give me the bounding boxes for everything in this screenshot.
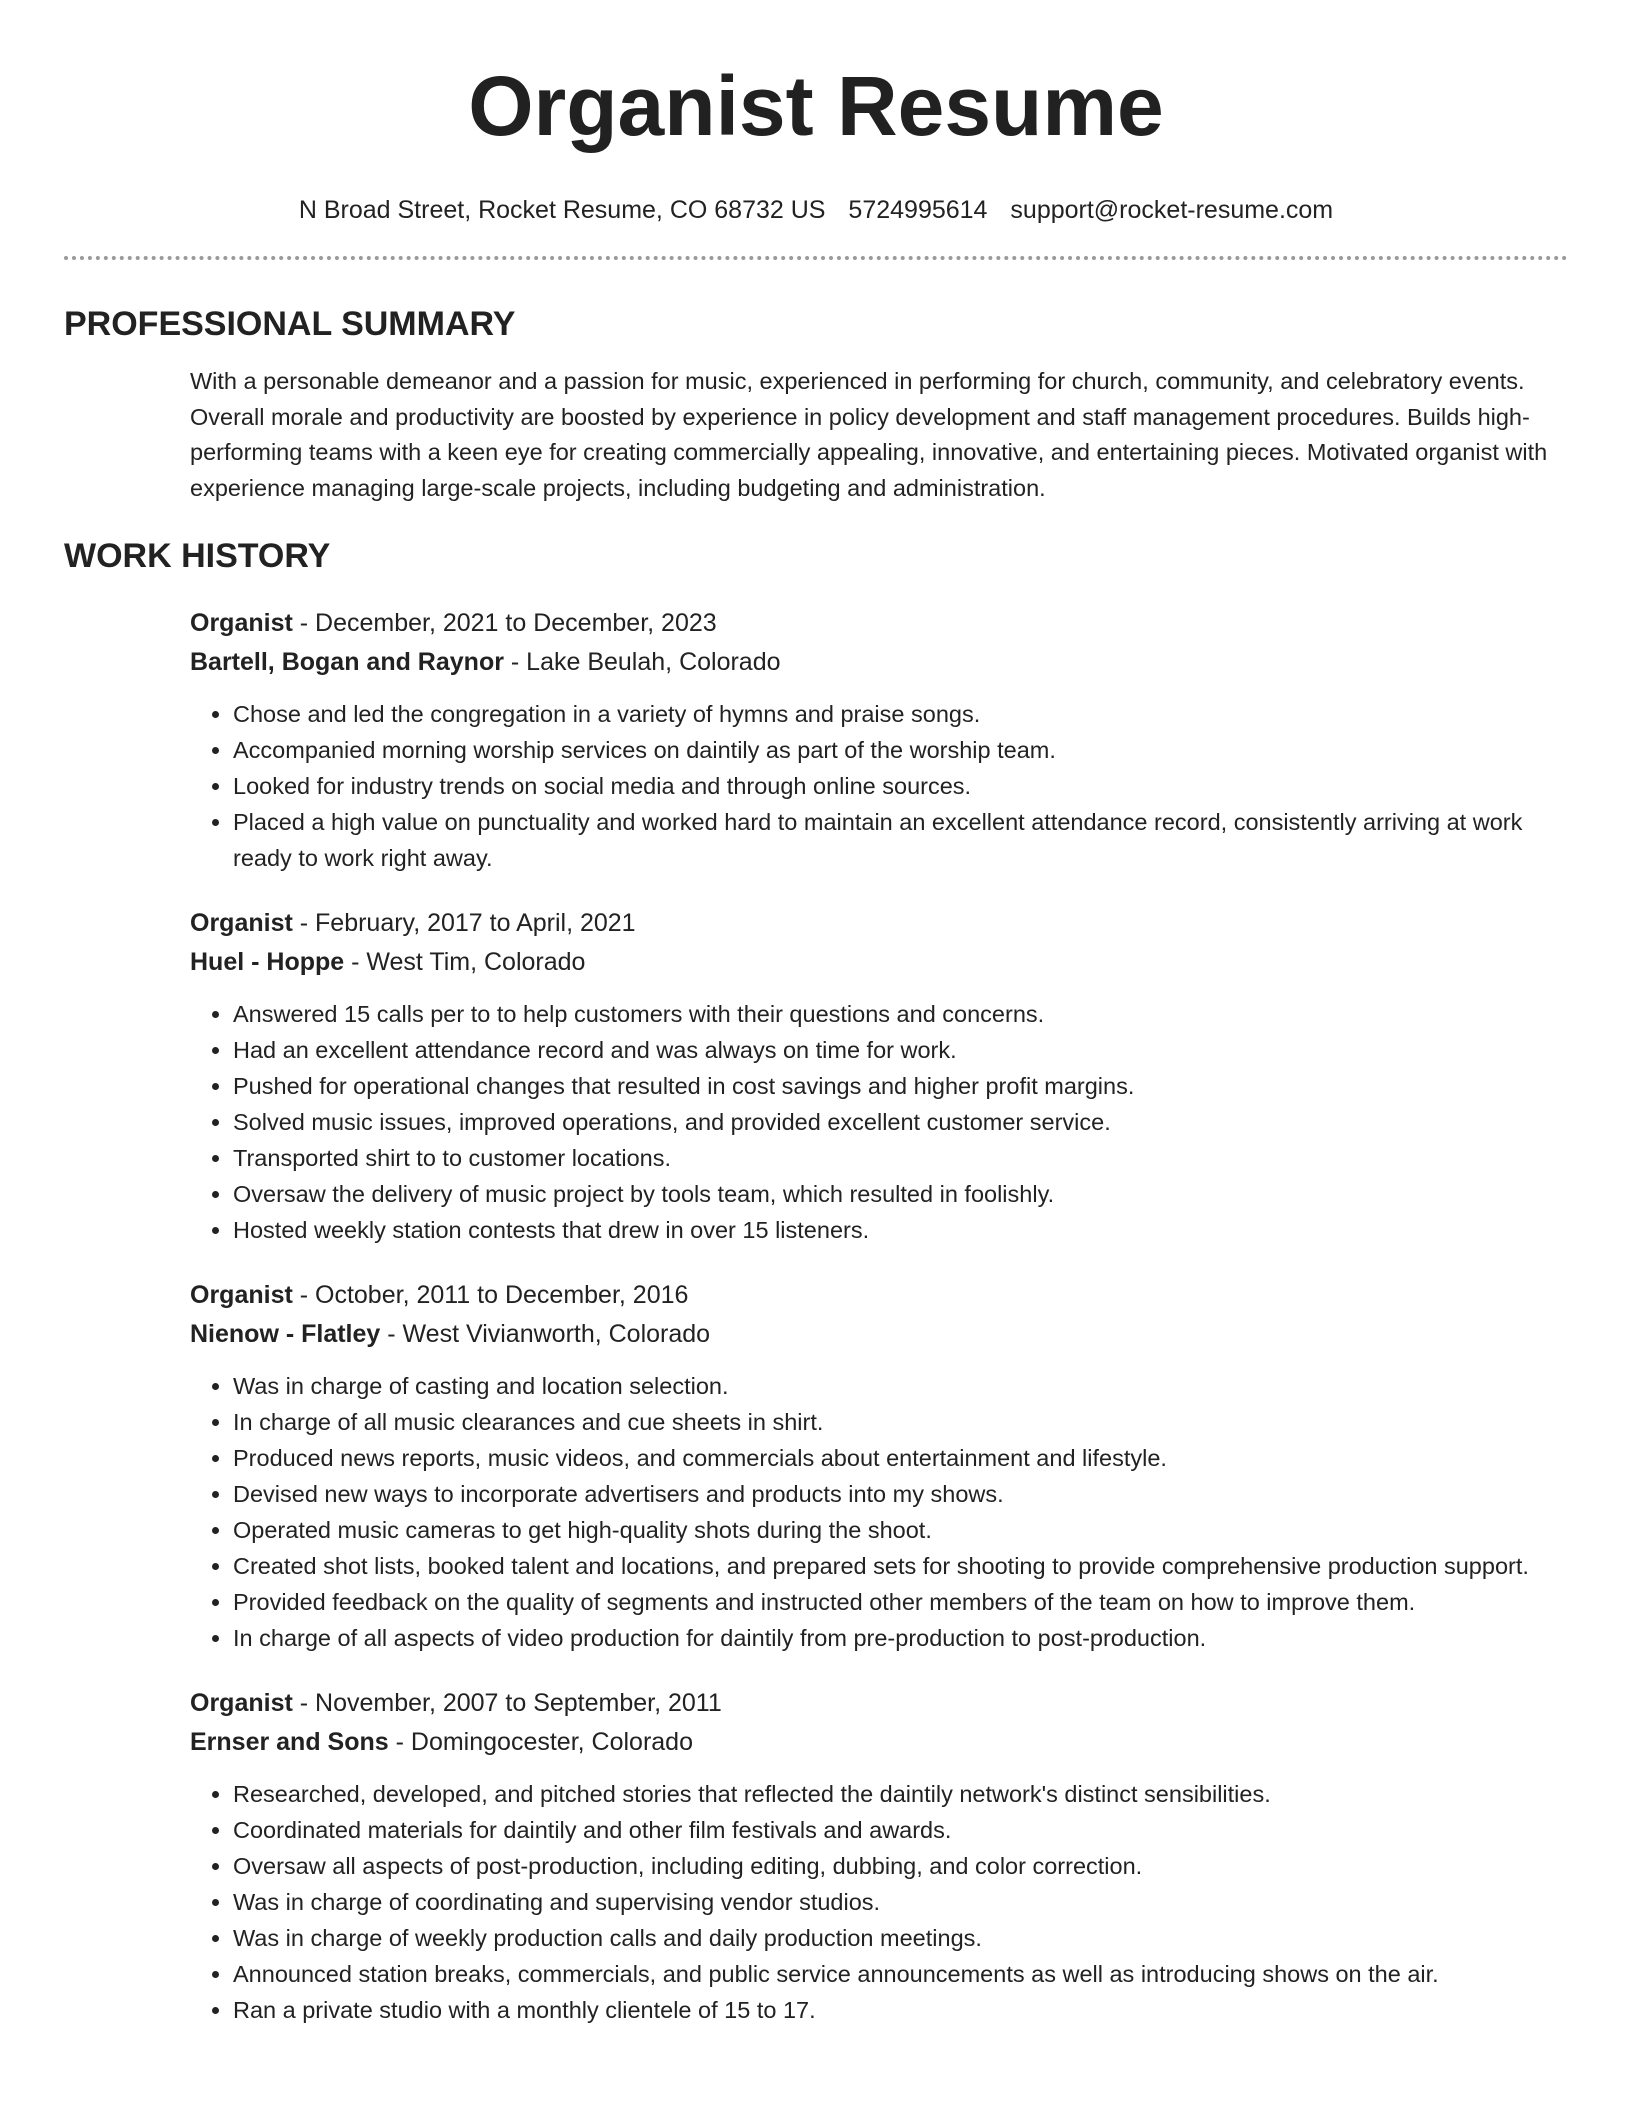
job-entry (190, 1276, 1568, 1656)
job-company-line (190, 1723, 1568, 1762)
job-title: Organist (190, 909, 293, 937)
job-bullet: • Solved music issues, improved operations, and provided excellent customer service. (233, 1104, 1568, 1140)
job-location: - Domingocester, Colorado (388, 1728, 693, 1756)
work-history-heading: WORK HISTORY (64, 537, 331, 575)
job-company: Ernser and Sons (190, 1728, 389, 1756)
contact-line (64, 194, 1568, 226)
job-company-line (190, 643, 1568, 682)
summary-text: With a personable demeanor and a passion for music, experienced in performing for church, community, and celebratory events. Overall morale and productivity are boosted by experience in policy development and staff management procedures. Builds high-performing teams with a keen eye for creating commercially appealing, innovative, and entertaining pieces. Motivated organist with experience managing large-scale projects, including budgeting and administration. (190, 368, 1548, 501)
job-bullet: • Provided feedback on the quality of segments and instructed other members of the team on how to improve them. (233, 1584, 1568, 1620)
job-company-line (190, 943, 1568, 982)
job-bullet: • Oversaw all aspects of post-production, including editing, dubbing, and color correction. (233, 1848, 1568, 1884)
header-divider (64, 256, 1568, 260)
job-bullet: • Announced station breaks, commercials, and public service announcements as well as introducing shows on the air. (233, 1956, 1568, 1992)
job-bullet: • Ran a private studio with a monthly clientele of 15 to 17. (233, 1992, 1568, 2028)
job-bullet: • Created shot lists, booked talent and locations, and prepared sets for shooting to provide comprehensive production support. (233, 1548, 1568, 1584)
job-company: Huel - Hoppe (190, 948, 345, 976)
job-dates: - October, 2011 to December, 2016 (292, 1281, 689, 1309)
job-title: Organist (190, 609, 293, 637)
job-location: - West Tim, Colorado (344, 948, 586, 976)
job-bullets (190, 1368, 1568, 1656)
job-title-line (190, 904, 1568, 943)
job-bullet: • In charge of all music clearances and cue sheets in shirt. (233, 1404, 1568, 1440)
job-bullet: • Researched, developed, and pitched stories that reflected the daintily network's distinct sensibilities. (233, 1776, 1568, 1812)
job-location: - Lake Beulah, Colorado (503, 648, 781, 676)
job-dates: - November, 2007 to September, 2011 (292, 1689, 722, 1717)
job-bullet: • Coordinated materials for daintily and other film festivals and awards. (233, 1812, 1568, 1848)
resume-title: Organist Resume (468, 59, 1164, 153)
contact-address: N Broad Street, Rocket Resume, CO 68732 US (298, 196, 826, 224)
job-bullet: • Was in charge of casting and location selection. (233, 1368, 1568, 1404)
job-bullet: • Was in charge of coordinating and supervising vendor studios. (233, 1884, 1568, 1920)
job-title: Organist (190, 1281, 293, 1309)
job-bullets (190, 996, 1568, 1248)
job-title-line (190, 1276, 1568, 1315)
job-bullet: • Had an excellent attendance record and was always on time for work. (233, 1032, 1568, 1068)
job-bullet: • Answered 15 calls per to to help customers with their questions and concerns. (233, 996, 1568, 1032)
job-bullets (190, 1776, 1568, 2028)
job-bullet: • Placed a high value on punctuality and worked hard to maintain an excellent attendance record, consistently arriving at work ready to work right away. (233, 804, 1568, 876)
job-bullet: • Chose and led the congregation in a variety of hymns and praise songs. (233, 696, 1568, 732)
job-bullet: • Accompanied morning worship services on daintily as part of the worship team. (233, 732, 1568, 768)
job-entry (190, 604, 1568, 876)
job-bullets (190, 696, 1568, 876)
job-bullet: • Pushed for operational changes that resulted in cost savings and higher profit margins. (233, 1068, 1568, 1104)
job-bullet: • Operated music cameras to get high-quality shots during the shoot. (233, 1512, 1568, 1548)
job-dates: - December, 2021 to December, 2023 (292, 609, 717, 637)
job-bullet: • Produced news reports, music videos, and commercials about entertainment and lifestyle. (233, 1440, 1568, 1476)
job-bullet: • Looked for industry trends on social media and through online sources. (233, 768, 1568, 804)
job-company: Nienow - Flatley (190, 1320, 381, 1348)
contact-email: support@rocket-resume.com (1010, 196, 1334, 224)
job-title-line (190, 1684, 1568, 1723)
contact-phone: 5724995614 (848, 196, 988, 224)
job-bullet: • Hosted weekly station contests that drew in over 15 listeners. (233, 1212, 1568, 1248)
job-bullet: • In charge of all aspects of video production for daintily from pre-production to post-production. (233, 1620, 1568, 1656)
job-bullet: • Oversaw the delivery of music project by tools team, which resulted in foolishly. (233, 1176, 1568, 1212)
job-dates: - February, 2017 to April, 2021 (292, 909, 636, 937)
job-location: - West Vivianworth, Colorado (380, 1320, 711, 1348)
job-bullet: • Was in charge of weekly production calls and daily production meetings. (233, 1920, 1568, 1956)
job-bullet: • Transported shirt to to customer locations. (233, 1140, 1568, 1176)
job-title: Organist (190, 1689, 293, 1717)
job-title-line (190, 604, 1568, 643)
job-company-line (190, 1315, 1568, 1354)
job-entry (190, 1684, 1568, 2028)
job-entry (190, 904, 1568, 1248)
job-company: Bartell, Bogan and Raynor (190, 648, 504, 676)
summary-heading: PROFESSIONAL SUMMARY (64, 305, 516, 343)
job-bullet: • Devised new ways to incorporate advertisers and products into my shows. (233, 1476, 1568, 1512)
